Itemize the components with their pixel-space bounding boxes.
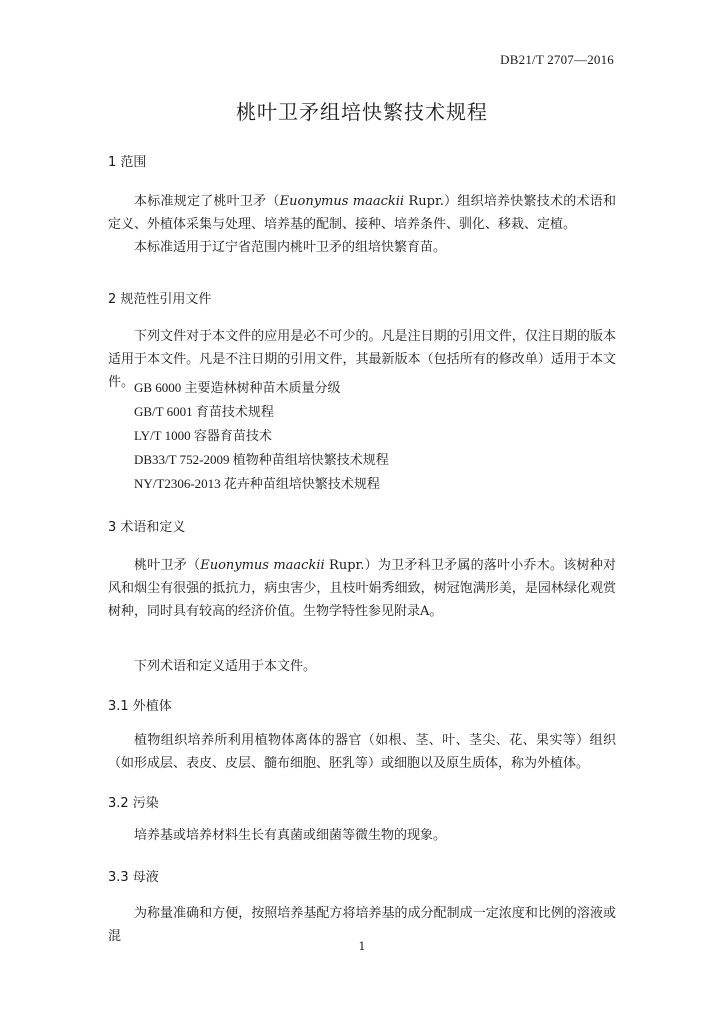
- section-heading-scope: 1 范围: [108, 155, 147, 170]
- document-title: 桃叶卫矛组培快繁技术规程: [236, 100, 488, 124]
- contamination-definition: 培养基或培养材料生长有真菌或细菌等微生物的现象。: [134, 828, 447, 843]
- subsection-heading-stock-solution: 3.3 母液: [108, 870, 159, 885]
- reference-item: GB/T 6001 育苗技术规程: [134, 404, 274, 419]
- references-paragraph: 下列文件对于本文件的应用是必不可少的。凡是注日期的引用文件，仅注日期的版本适用于本文件。凡是不注日期的引用文件，其最新版本（包括所有的修改单）适用于本文件。: [108, 329, 616, 390]
- text-segment: 本标准规定了桃叶卫矛（: [134, 194, 280, 209]
- latin-name: Euonymus maackii: [279, 194, 405, 209]
- latin-name: Euonymus maackii: [200, 558, 325, 573]
- terms-paragraph-2: 下列术语和定义适用于本文件。: [134, 659, 317, 674]
- explant-definition: 植物组织培养所利用植物体离体的器官（如根、茎、叶、茎尖、花、果实等）组织（如形成层、表皮、皮层、髓布细胞、胚乳等）或细胞以及原生质体，称为外植体。: [108, 733, 616, 771]
- text-segment: 桃叶卫矛（: [134, 558, 201, 573]
- stock-solution-definition: 为称量准确和方便，按照培养基配方将培养基的成分配制成一定浓度和比例的溶液或混: [108, 906, 616, 944]
- text-segment: Rupr.）组织培养快繁技术的术语和定义、外植体采集与处理、培养基的配制、接种、培养条件、驯化、移栽、定植。: [108, 194, 616, 232]
- scope-paragraph-2: 本标准适用于辽宁省范围内桃叶卫矛的组培快繁育苗。: [134, 240, 447, 255]
- subsection-heading-explant: 3.1 外植体: [108, 699, 172, 714]
- reference-item: NY/T2306-2013 花卉种苗组培快繁技术规程: [134, 476, 380, 491]
- terms-paragraph-1: [108, 554, 616, 623]
- text-segment: Rupr.）为卫矛科卫矛属的落叶小乔木。该树种对风和烟尘有很强的抵抗力，病虫害少，且枝叶娟秀细致，树冠饱满形美，是园林绿化观赏树种，同时具有较高的经济价值。生物学特性参见附录A。: [108, 558, 616, 619]
- subsection-heading-contamination: 3.2 污染: [108, 796, 159, 811]
- reference-item: GB 6000 主要造林树种苗木质量分级: [134, 380, 341, 395]
- reference-item: LY/T 1000 容器育苗技术: [134, 428, 272, 443]
- section-heading-normative-references: 2 规范性引用文件: [108, 292, 212, 307]
- scope-paragraph-1: [108, 190, 616, 236]
- section-heading-terms-definitions: 3 术语和定义: [108, 520, 186, 535]
- standard-code: DB21/T 2707—2016: [500, 52, 614, 67]
- page-number: 1: [358, 940, 366, 953]
- reference-item: DB33/T 752-2009 植物种苗组培快繁技术规程: [134, 452, 389, 467]
